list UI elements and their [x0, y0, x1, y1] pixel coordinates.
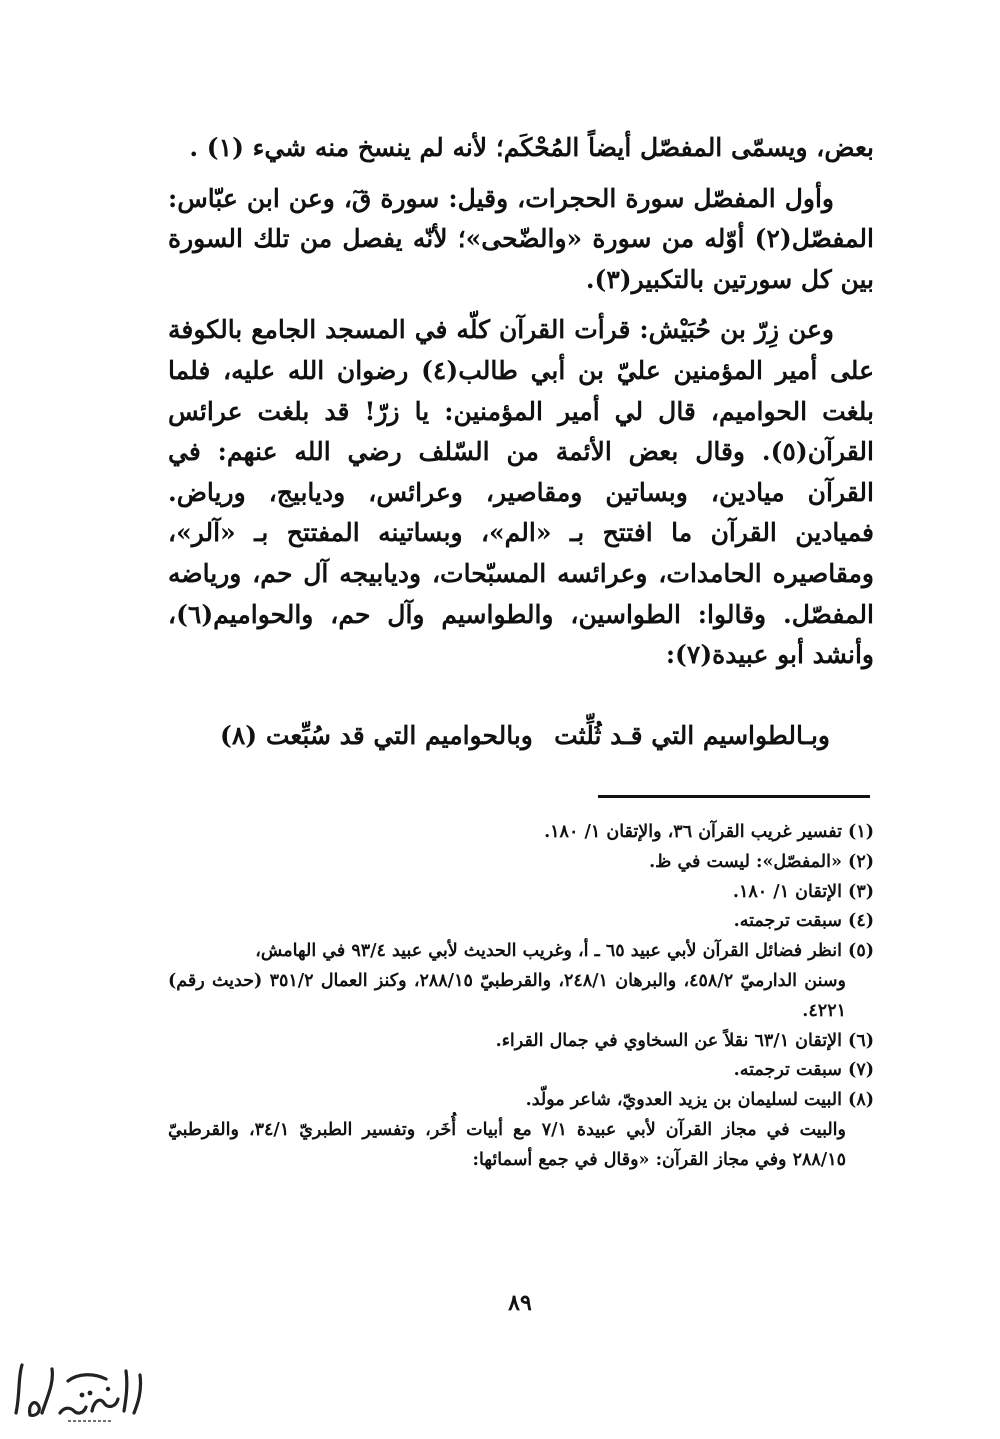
footnotes: [168, 818, 874, 1176]
footnote-8: (٨) البيت لسليمان بن يزيد العدويّ، شاعر مولّد.: [525, 1090, 874, 1111]
poetry-verse: [220, 718, 830, 754]
footnote-5: (٥) انظر فضائل القرآن لأبي عبيد ٦٥ ـ أ، وغريب الحديث لأبي عبيد ٩٣/٤ في الهامش،: [255, 941, 874, 962]
footnote-1: (١) تفسير غريب القرآن ٣٦، والإتقان ١/ ١٨٠.: [544, 822, 874, 842]
verse-second-hemistich: وبالحواميم التي قد سُبِّعت (٨): [220, 721, 533, 750]
footnote-3: (٣) الإتقان ١/ ١٨٠.: [732, 881, 874, 902]
footnote-2: (٢) «المفصّل»: ليست في ظ.: [649, 851, 874, 872]
paragraph-1: بعض، ويسمّى المفصّل أيضاً المُحْكَم؛ لأنه لم ينسخ منه شيء (١) .: [189, 133, 874, 162]
page-number: ٨٩: [508, 1290, 532, 1316]
footnote-5-continuation: وسنن الدارميّ ٤٥٨/٢، والبرهان ٢٤٨/١، والقرطبيّ ٢٨٨/١٥، وكنز العمال ٣٥١/٢ (حديث رقم) ٤٢٢١.: [168, 970, 846, 1021]
main-text: [168, 128, 874, 676]
footnote-4: (٤) سبقت ترجمته.: [733, 911, 874, 932]
paragraph-3: وعن زِرّ بن حُبَيْش: قرأت القرآن كلّه في المسجد الجامع بالكوفة على أمير المؤمنين عليّ بن أبي طالب(٤) رضوان الله عليه، فلما بلغت الحواميم، قال لي أمير المؤمنين: يا زرّ! قد بلغت عرائس القرآن(٥). وقال بعض الأئمة من السّلف رضي الله عنهم: في القرآن ميادين، وبساتين ومقاصير، وعرائس، وديابيج، ورياض. فميادين القرآن ما افتتح بـ «الم»، وبساتينه المفتتح بـ «آلر»، ومقاصيره الحامدات، وعرائسه المسبّحات، وديابيجه آل حم، ورياضه المفصّل. وقالوا: الطواسين، والطواسيم وآل حم، والحواميم(٦)، وأنشد أبو عبيدة(٧):: [168, 315, 874, 670]
footnote-6: (٦) الإتقان ٦٣/١ نقلاً عن السخاوي في جمال القراء.: [495, 1030, 874, 1051]
paragraph-2: وأول المفصّل سورة الحجرات، وقيل: سورة قٓ، وعن ابن عبّاس: المفصّل(٢) أوّله من سورة «والضّحى»؛ لأنّه يفصل من تلك السورة بين كل سورتين بالتكبير(٣).: [168, 183, 874, 294]
footnote-7: (٧) سبقت ترجمته.: [733, 1060, 874, 1081]
footnote-8-continuation: والبيت في مجاز القرآن لأبي عبيدة ٧/١ مع أبيات أُخَر، وتفسير الطبريّ ٣٤/١، والقرطبيّ ٢٨٨/١٥ وفي مجاز القرآن: «وقال في جمع أسمائها:: [168, 1119, 846, 1170]
verse-first-hemistich: وبـالطواسيم التي قـد ثُلِّثت: [554, 721, 830, 750]
footnote-separator: [598, 795, 870, 798]
calligraphy-logo-icon: [8, 1355, 150, 1427]
